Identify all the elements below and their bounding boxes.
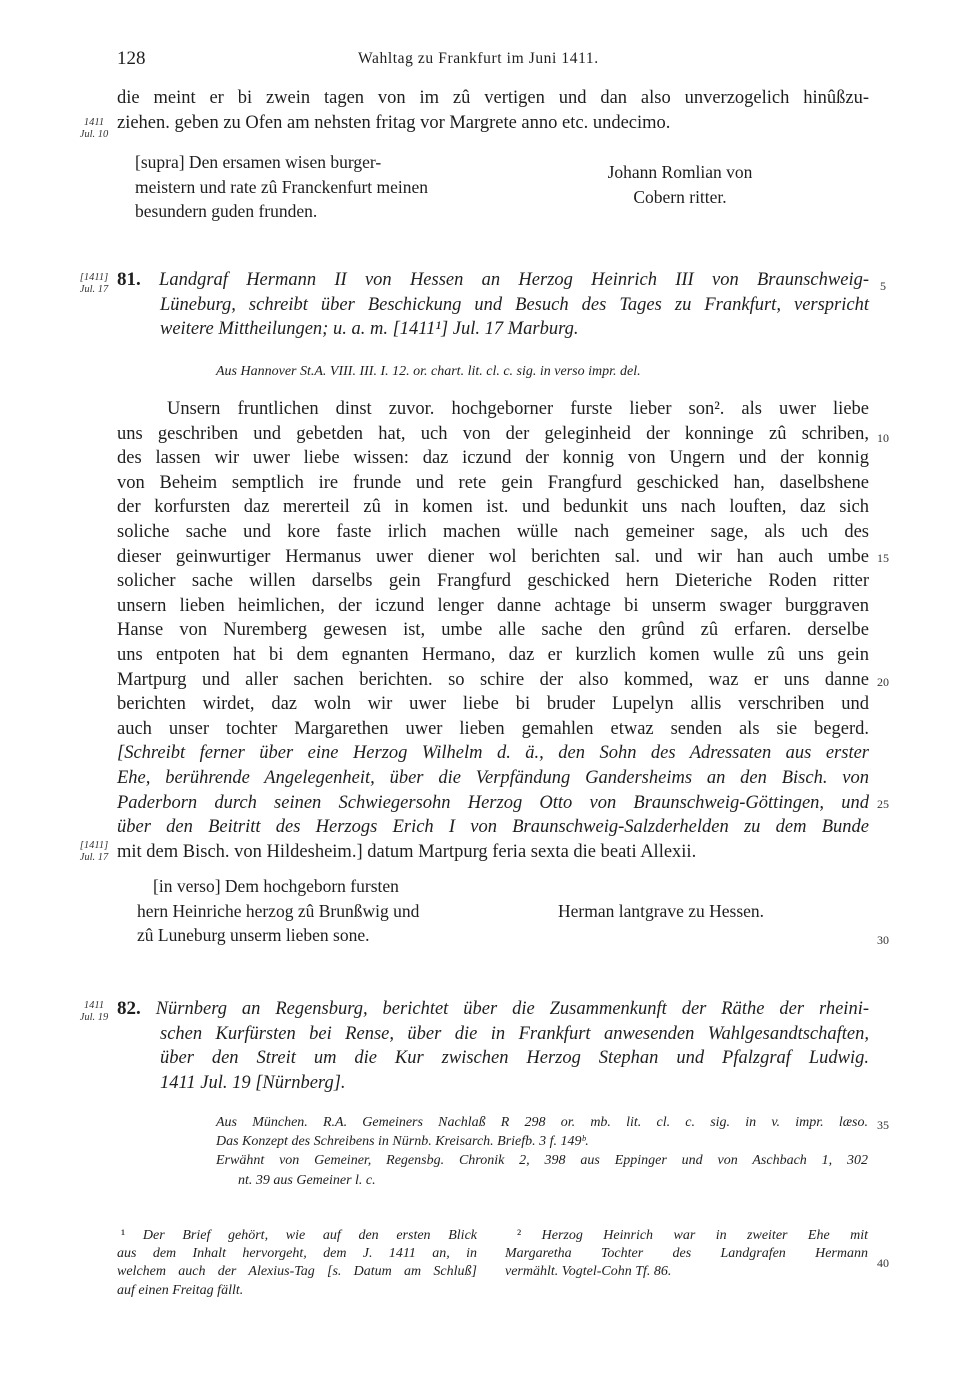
margin-date-year: [1411] (79, 840, 109, 851)
address-line: [supra] Den ersamen wisen burger- (135, 152, 382, 172)
doc80-signature (580, 160, 780, 209)
doc82-heading (117, 997, 869, 1095)
text-line: Hanse von Nuremberg gewesen ist, umbe alle sache den grûnd zû erfaren. derselbe (117, 620, 869, 641)
doc80-address (135, 150, 428, 224)
doc82-margin-date (74, 1000, 114, 1024)
footnote-line (117, 1227, 477, 1245)
line-number: 40 (877, 1256, 889, 1270)
doc80-text (117, 86, 869, 135)
text-line: über den Beitritt des Herzogs Erich I von Braunschweig-Salzderhelden zu dem Bunde (117, 817, 869, 838)
text-line: soliche sache und kore faste irlich machen wülle nach gemeiner sage, als uch des (117, 521, 869, 542)
page-number: 128 (117, 48, 146, 69)
text-line: Martpurg und aller sachen berichten. so schire der also kommed, waz er uns danne (117, 669, 869, 690)
heading-line (117, 268, 869, 293)
text-line: mit dem Bisch. von Hildesheim.] datum Martpurg feria sexta die beati Allexii. (117, 841, 697, 862)
doc81-margin-date (74, 272, 114, 296)
heading-line: über den Streit um die Kur zwischen Herzog Stephan und Pfalzgraf Ludwig. (160, 1048, 869, 1069)
address-line: [in verso] Dem hochgeborn fursten (153, 876, 399, 896)
heading-line (117, 997, 869, 1022)
text-line: berichten wirdet, daz woln wir uwer liebe bi bruder Lupelyn allis verschriben und (117, 694, 869, 715)
text-line: unsern lieben heimlichen, der iczund lenger danne achtage bi unserm swager burggraven (117, 595, 869, 616)
doc81-source: Aus Hannover St.A. VIII. III. I. 12. or. chart. lit. cl. c. sig. in verso impr. del. (216, 364, 641, 379)
text-line: [Schreibt ferner über eine Herzog Wilhelm d. ä., den Sohn des Adressaten aus erster (117, 743, 869, 764)
footnote-text: Der Brief gehört, wie auf den ersten Blick (142, 1228, 477, 1243)
address-line: zû Luneburg unserm lieben sone. (137, 925, 370, 946)
text-line: dieser geinwurtiger Hermanus uwer diener wol berichten sal. und wir han auch umbe (117, 546, 869, 567)
doc82-sources (216, 1113, 868, 1190)
signature-line: Cobern ritter. (633, 186, 727, 207)
margin-date-year: [1411] (79, 272, 109, 283)
line-number: 10 (877, 431, 889, 445)
margin-date-day: Jul. 17 (79, 852, 109, 863)
footnote-mark: ² (517, 1228, 522, 1243)
running-title: Wahltag zu Frankfurt im Juni 1411. (358, 50, 599, 67)
signature-line: Johann Romlian von (607, 162, 753, 182)
heading-line: schen Kurfürsten bei Rense, über die in Frankfurt anwesenden Wahlgesandtschaften, (160, 1023, 869, 1044)
text-line: des lassen wir uwer liebe wissen: daz iczund der konnig von Ungern und der konnig (117, 448, 869, 469)
text-line: uns geschriben und gebetden hat, uch von der geleginheid der konninge zû schriben, (117, 423, 869, 444)
doc-number: 81. (117, 269, 141, 290)
source-line: Erwähnt von Gemeiner, Regensbg. Chronik 2, 398 aus Eppinger und von Aschbach 1, 302 (216, 1153, 868, 1169)
margin-date-year: 1411 (83, 1000, 105, 1011)
heading-line: 1411 Jul. 19 [Nürnberg]. (160, 1072, 346, 1093)
doc81-closing-margin-date (74, 840, 114, 864)
source-line: Aus München. R.A. Gemeiners Nachlaß R 298 or. mb. lit. cl. c. sig. in v. impr. læso. (216, 1115, 868, 1130)
heading-text: Nürnberg an Regensburg, berichtet über die Zusammenkunft der Räthe der rheini- (155, 999, 869, 1019)
margin-date-day: Jul. 19 (79, 1012, 109, 1023)
line-number: 15 (877, 551, 889, 565)
doc81-heading (117, 268, 869, 342)
footnote-1 (117, 1227, 477, 1300)
footnote-line (505, 1227, 868, 1245)
line-number: 20 (877, 675, 889, 689)
text-line: der korfursten daz mererteil zû in komen ist. und bedunkit uns nach louften, daz sich (117, 497, 869, 518)
margin-date-day: Jul. 10 (79, 129, 109, 140)
line-number: 35 (877, 1118, 889, 1132)
line-number: 25 (877, 797, 889, 811)
footnote-line: auf einen Freitag fällt. (117, 1282, 244, 1298)
text-line: die meint er bi zwein tagen von im zû vertigen und dan also unverzogelich hinûßzu- (117, 88, 869, 108)
source-line: Das Konzept des Schreibens in Nürnb. Kreisarch. Briefb. 3 f. 149ᵇ. (216, 1134, 589, 1150)
doc81-text (117, 397, 869, 864)
doc-number: 82. (117, 998, 141, 1019)
footnote-line: vermählt. Vogtel-Cohn Tf. 86. (505, 1264, 672, 1280)
address-line: besundern guden frunden. (135, 201, 318, 222)
heading-line: Lüneburg, schreibt über Beschickung und Besuch des Tages zu Frankfurt, verspricht (160, 294, 869, 315)
text-line: Unsern fruntlichen dinst zuvor. hochgeborner furste lieber son². als uwer liebe (167, 399, 869, 419)
line-number: 5 (880, 279, 886, 293)
footnote-line: Margaretha Tochter des Landgrafen Hermann (505, 1246, 868, 1262)
doc81-address (137, 874, 419, 948)
source-line: nt. 39 aus Gemeiner l. c. (238, 1172, 376, 1188)
address-line: meistern und rate zû Franckenfurt meinen (135, 176, 429, 197)
footnote-line: welchem auch der Alexius-Tag [s. Datum am Schluß] (117, 1264, 477, 1280)
footnote-2 (505, 1227, 868, 1282)
footnote-line: aus dem Inhalt hervorgeht, dem J. 1411 an, in (117, 1246, 477, 1262)
text-line: Ehe, berührende Angelegenheit, über die Verpfändung Gandersheims an den Bisch. von (117, 767, 869, 788)
text-line: Paderborn durch seinen Schwiegersohn Herzog Otto von Braunschweig-Göttingen, und (117, 792, 869, 813)
footnote-mark: ¹ (121, 1228, 126, 1243)
line-number: 30 (877, 933, 889, 947)
heading-text: Landgraf Hermann II von Hessen an Herzog Heinrich III von Braunschweig- (159, 270, 869, 290)
margin-date (74, 117, 114, 141)
text-line: uns entpoten hat bi dem egnanten Hermano, daz er kurzlich komen wulle zû uns gein (117, 644, 869, 665)
text-line: von Beheim semptlich ire frunde und rete gein Frangfurd geschicked han, daselbshene (117, 472, 869, 493)
heading-line: weitere Mittheilungen; u. a. m. [1411¹] Jul. 17 Marburg. (160, 319, 579, 340)
text-line: auch unser tochter Margarethen uwer lieben gemahlen etwaz senden als sie begerd. (117, 718, 869, 739)
margin-date-year: 1411 (83, 117, 105, 128)
text-line: solicher sache willen darselbs gein Frangfurd geschicked hern Dieteriche Roden ritter (117, 571, 869, 592)
text-line: ziehen. geben zu Ofen am nehsten fritag vor Margrete anno etc. undecimo. (117, 112, 671, 133)
doc81-signature: Herman lantgrave zu Hessen. (558, 901, 765, 921)
address-line: hern Heinriche herzog zû Brunßwig und (137, 900, 420, 921)
margin-date-day: Jul. 17 (79, 284, 109, 295)
footnote-text: Herzog Heinrich war in zweiter Ehe mit (541, 1228, 868, 1243)
